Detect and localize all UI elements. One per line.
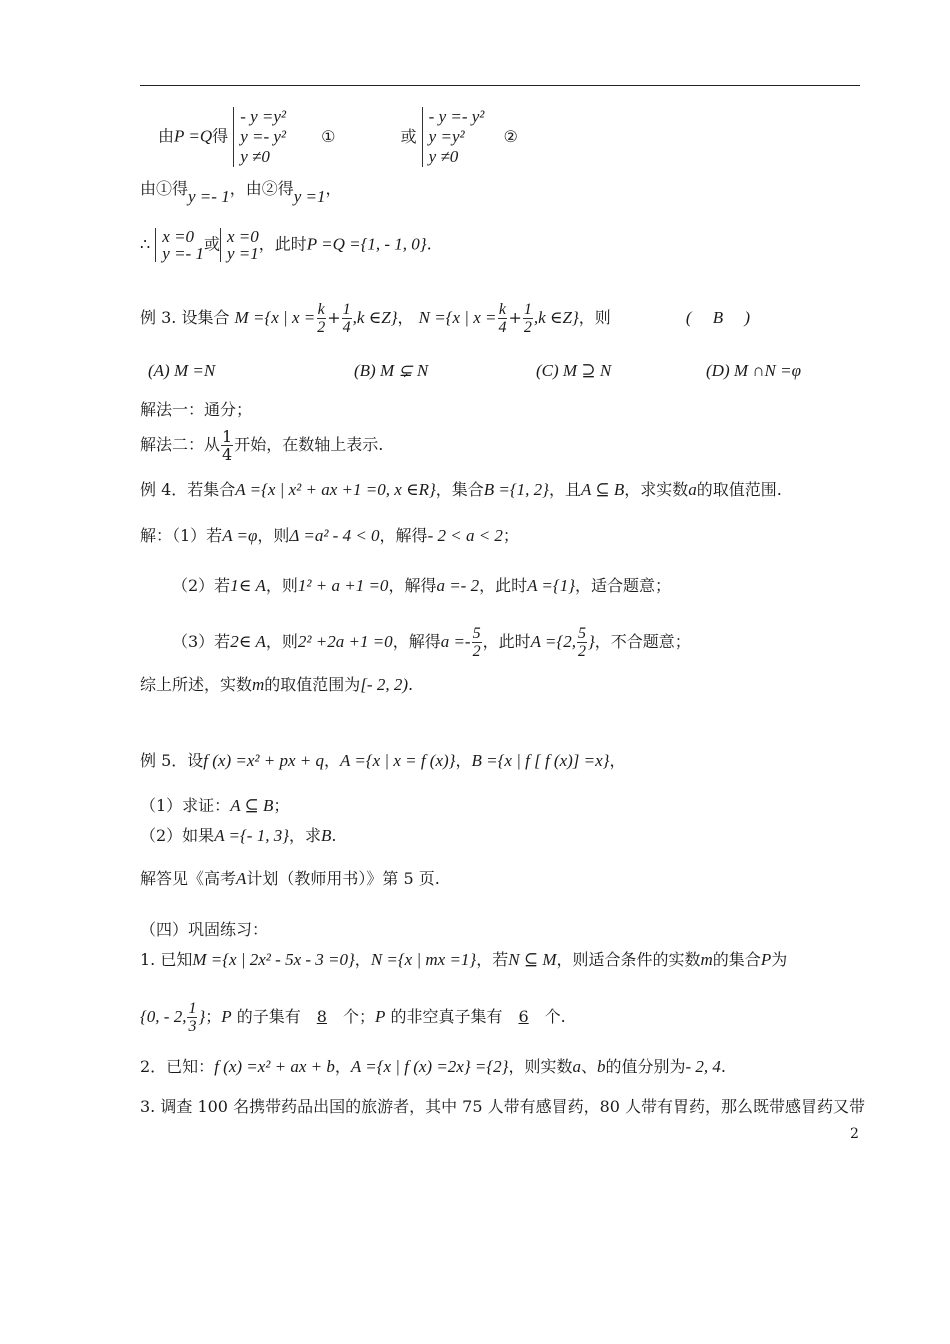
section-heading: （四）巩固练习：	[140, 920, 269, 939]
option-b: (B) M ⊊ N	[354, 361, 429, 380]
solution-1: 解法一：通分；	[140, 400, 253, 419]
line-a: 由①得y =- 1，由②得y =1，	[140, 179, 342, 206]
line-b: ∴ x =0 y =- 1 或 x =0 y =1 ，此时P =Q ={1, - 1, 0}.	[140, 227, 432, 263]
page-number: 2	[850, 1126, 859, 1142]
example-4: 例 4．若集合A ={x | x² + ax +1 =0, x ∈R}，集合B ={1, 2}，且A ⊆ B，求实数a的取值范围.	[140, 480, 782, 499]
answer-blank: 6	[518, 1007, 529, 1026]
example-3: 例 3. 设集合 M ={x | x = $\frac{k}{2}$ + $\frac{1}{4}$ ,k ∈Z}， N ={x | x = $\frac{k}{4}$ + $\frac{1}{2}$ ,k ∈Z}，则 ( B )	[140, 301, 751, 336]
option-c: (C) M ⊇ N	[536, 361, 612, 380]
option-a: (A) M =N	[148, 361, 216, 380]
example-5-part-1: （1）求证：A ⊆ B；	[140, 796, 290, 815]
example-5-answer-ref: 解答见《高考A计划（教师用书）》第 5 页.	[140, 869, 440, 888]
solution-2: 解法二：从 $\frac{1}{4}$ 开始，在数轴上表示.	[140, 427, 384, 464]
case-2: （2）若1∈ A，则1² + a +1 =0，解得a =- 2，此时A ={1}，适合题意；	[172, 576, 672, 595]
case-3: （3）若2∈ A，则2² +2a +1 =0，解得a =- $\frac{5}{2}$ ，此时A ={2, $\frac{5}{2}$ }，不合题意；	[172, 625, 691, 660]
case-1: 解：（1）若A =φ，则Δ =a² - 4 < 0，解得- 2 < a < 2；	[140, 526, 519, 545]
exercise-2: 2．已知：f (x) =x² + ax + b，A ={x | f (x) =2x} ={2}，则实数a、b的值分别为- 2, 4.	[140, 1057, 727, 1076]
answer-bracket: ( B )	[685, 308, 751, 327]
example-5: 例 5．设f (x) =x² + px + q，A ={x | x = f (x)}，B ={x | f [ f (x)] =x}，	[140, 751, 626, 770]
header-rule	[140, 85, 860, 86]
example-5-part-2: （2）如果A ={- 1, 3}，求B.	[140, 826, 337, 845]
system-2: - y =- y² y =y² y ≠0	[422, 107, 485, 167]
system-1: - y =y² y =- y² y ≠0	[233, 107, 286, 167]
exercise-1-answer: {0, - 2, $\frac{1}{3}$ }；P 的子集有 8 个；P 的非空真子集有 6 个.	[140, 1000, 566, 1035]
answer-blank: 8	[316, 1007, 327, 1026]
option-d: (D) M ∩N =φ	[706, 361, 802, 380]
exercise-3: 3. 调查 100 名携带药品出国的旅游者，其中 75 人带有感冒药，80 人带有胃药，那么既带感冒药又带	[140, 1097, 866, 1116]
conclusion: 综上所述，实数m的取值范围为[- 2, 2).	[140, 675, 414, 694]
systems-line: 由P =Q得 - y =y² y =- y² y ≠0 ① 或 - y =- y² y =y² y ≠0 ②	[158, 107, 518, 166]
exercise-1: 1. 已知M ={x | 2x² - 5x - 3 =0}，N ={x | mx =1}，若N ⊆ M，则适合条件的实数m的集合P为	[140, 950, 788, 969]
